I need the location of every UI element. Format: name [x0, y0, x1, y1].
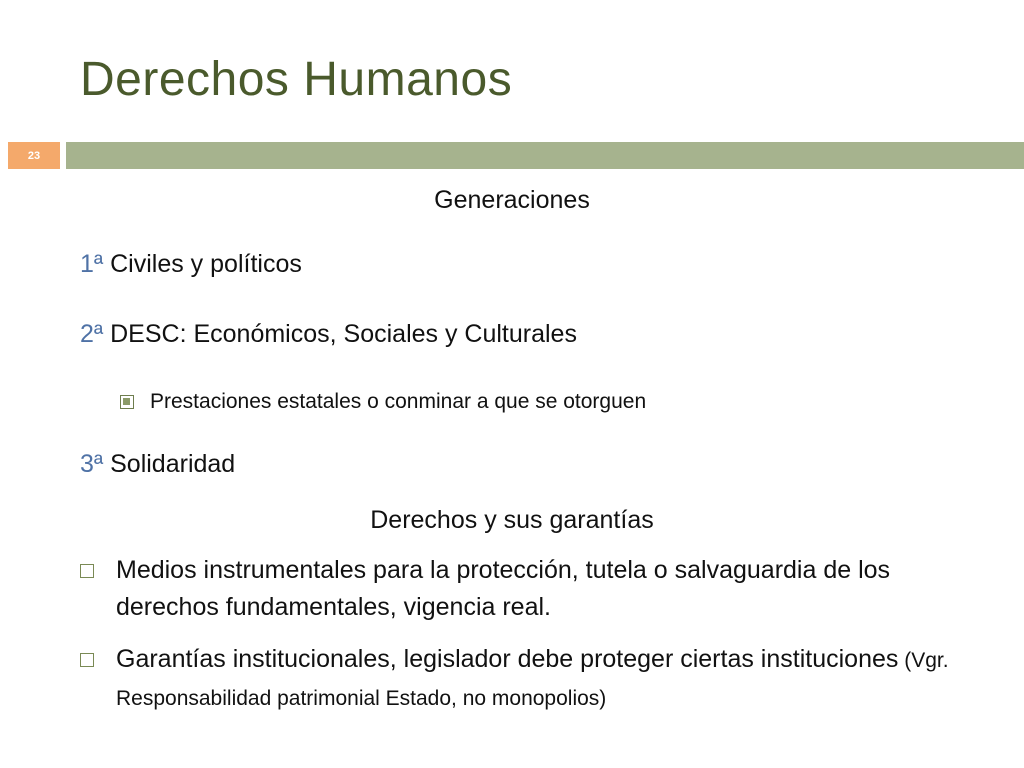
generation-text: Solidaridad	[103, 450, 236, 478]
generation-line-3	[80, 450, 235, 479]
slide-number: 23	[8, 142, 60, 169]
garantias-heading: Derechos y sus garantías	[370, 506, 654, 534]
generation-text: DESC: Económicos, Sociales y Culturales	[103, 320, 577, 348]
bullet-item-2	[80, 641, 980, 717]
generation-text: Civiles y políticos	[103, 250, 302, 278]
bullet-text-container	[116, 641, 980, 717]
bullet-item-1	[80, 552, 980, 626]
square-bullet-icon	[120, 395, 134, 409]
generation-number: 2ª	[80, 320, 104, 348]
title-divider-bar	[66, 142, 1024, 169]
generation-number: 3ª	[80, 450, 104, 478]
sub-bullet-item	[120, 390, 646, 414]
generation-line-1	[80, 250, 302, 279]
slide-title: Derechos Humanos	[80, 53, 513, 106]
bullet-parenthetical: (Vgr. Responsabilidad patrimonial Estado, no monopolios)	[116, 649, 949, 710]
hollow-square-bullet-icon	[80, 564, 94, 578]
hollow-square-bullet-icon	[80, 653, 94, 667]
generation-number: 1ª	[80, 250, 104, 278]
generaciones-heading: Generaciones	[434, 186, 590, 214]
bullet-text: Medios instrumentales para la protección, tutela o salvaguardia de los derechos fundamentales, vigencia real.	[116, 556, 891, 621]
generation-line-2	[80, 320, 577, 349]
sub-bullet-text: Prestaciones estatales o conminar a que se otorguen	[150, 390, 647, 413]
bullet-text: Garantías institucionales, legislador debe proteger ciertas instituciones	[116, 645, 899, 673]
